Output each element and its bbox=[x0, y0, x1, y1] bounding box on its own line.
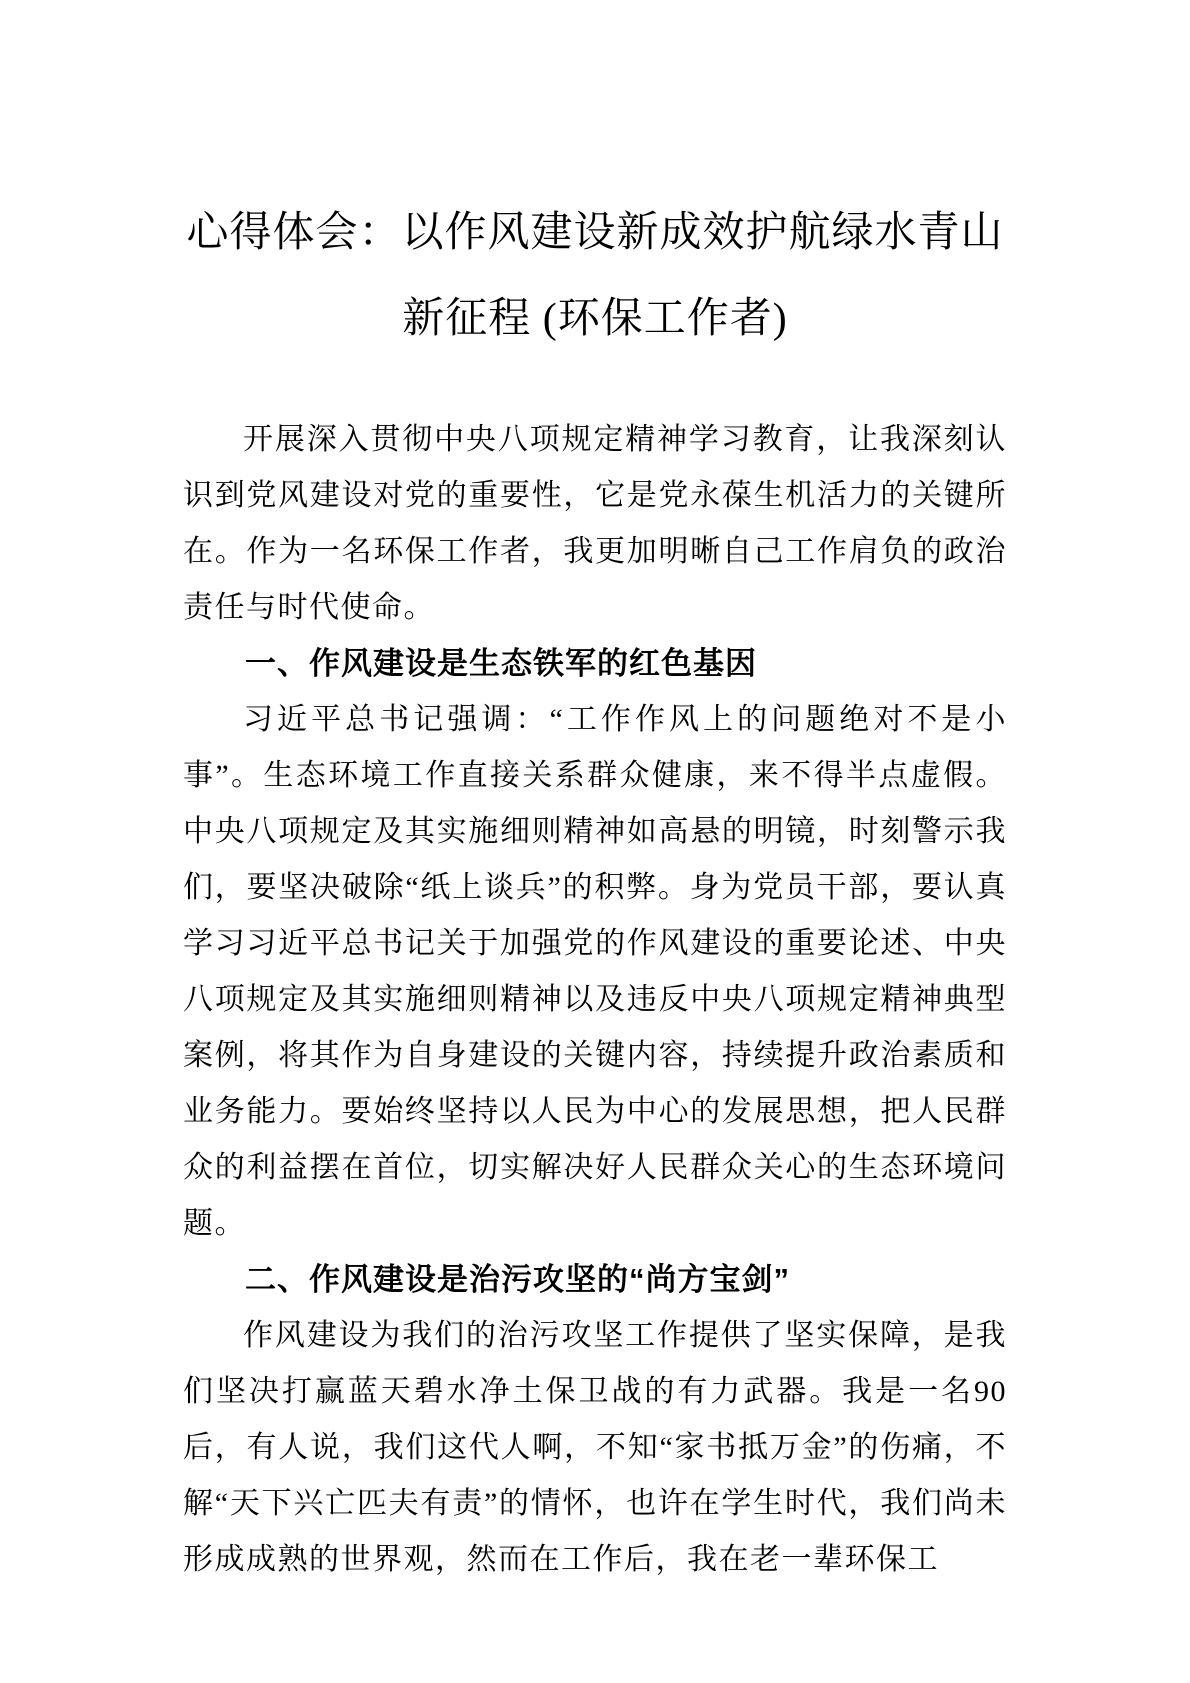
title-line-1: 心得体会：以作风建设新成效护航绿水青山 bbox=[186, 210, 1004, 256]
section-heading-2: 二、作风建设是治污攻坚的“尚方宝剑” bbox=[245, 1262, 790, 1297]
paragraph-section-1: 习近平总书记强调：“工作作风上的问题绝对不是小事”。生态环境工作直接关系群众健康，来不得半点虚假。中央八项规定及其实施细则精神如高悬的明镜，时刻警示我们，要坚决破除“纸上谈兵”的积弊。身为党员干部，要认真学习习近平总书记关于加强党的作风建设的重要论述、中央八项规定及其实施细则精神以及违反中央八项规定精神典型案例，将其作为自身建设的关键内容，持续提升政治素质和业务能力。要始终坚持以人民为中心的发展思想，把人民群众的利益摆在首位，切实解决好人民群众关心的生态环境问题。 bbox=[183, 703, 1007, 1240]
document-body bbox=[183, 412, 1007, 1588]
document-title bbox=[125, 0, 1065, 362]
paragraph-section-2: 作风建设为我们的治污攻坚工作提供了坚实保障，是我们坚决打赢蓝天碧水净土保卫战的有力武器。我是一名90后，有人说，我们这代人啊，不知“家书抵万金”的伤痛，不解“天下兴亡匹夫有责”的情怀，也许在学生时代，我们尚未形成成熟的世界观，然而在工作后，我在老一辈环保工 bbox=[183, 1319, 1007, 1576]
section-heading-1: 一、作风建设是生态铁军的红色基因 bbox=[245, 646, 757, 681]
title-line-2: 新征程 (环保工作者) bbox=[402, 296, 788, 342]
paragraph-intro: 开展深入贯彻中央八项规定精神学习教育，让我深刻认识到党风建设对党的重要性，它是党永葆生机活力的关键所在。作为一名环保工作者，我更加明晰自己工作肩负的政治责任与时代使命。 bbox=[183, 423, 1007, 624]
